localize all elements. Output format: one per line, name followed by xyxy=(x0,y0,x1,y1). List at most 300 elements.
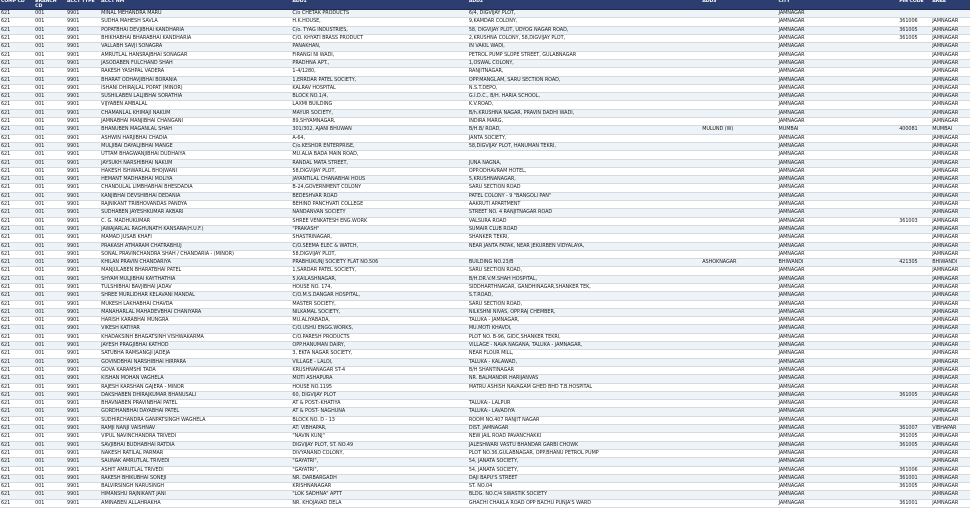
cell-acct-nm[interactable]: RAJNIKANT TRIBHOVANDAS PANDYA xyxy=(100,201,291,209)
cell-acct-type[interactable]: 9901 xyxy=(66,217,100,225)
cell-city[interactable]: JAMNAGAR xyxy=(778,217,899,225)
cell-acct-type[interactable]: 9901 xyxy=(66,126,100,134)
cell-branch-cd[interactable]: 001 xyxy=(34,275,66,283)
cell-acct-type[interactable]: 9901 xyxy=(66,51,100,59)
cell-add2[interactable]: ROOM NO.407 RANJIT NAGAR xyxy=(468,416,701,424)
cell-city[interactable]: JAMNAGAR xyxy=(778,267,899,275)
cell-branch-cd[interactable]: 001 xyxy=(34,184,66,192)
table-row[interactable] xyxy=(0,466,970,474)
cell-pin-code[interactable]: 361005 xyxy=(898,391,931,399)
cell-city[interactable]: JAMNAGAR xyxy=(778,142,899,150)
cell-acct-type[interactable]: 9901 xyxy=(66,93,100,101)
cell-add2[interactable]: PATEL COLONY - 9 "BANGOLI PAN" xyxy=(468,192,701,200)
cell-pin-code[interactable] xyxy=(898,192,931,200)
cell-pin-code[interactable] xyxy=(898,366,931,374)
cell-add3[interactable] xyxy=(701,408,777,416)
table-row[interactable] xyxy=(0,383,970,391)
cell-add1[interactable]: C/O.PARESH PRODUCTS xyxy=(291,333,467,341)
cell-add3[interactable] xyxy=(701,10,777,18)
cell-branch-cd[interactable]: 001 xyxy=(34,483,66,491)
cell-add1[interactable]: PANAKHAN, xyxy=(291,43,467,51)
cell-add2[interactable]: VILLAGE - NAVA NAGANA, TALUKA - JAMNAGAR, xyxy=(468,342,701,350)
table-row[interactable] xyxy=(0,300,970,308)
cell-comp-cd[interactable]: 621 xyxy=(0,433,34,441)
cell-pin-code[interactable]: 361005 xyxy=(898,483,931,491)
cell-pin-code[interactable] xyxy=(898,292,931,300)
cell-add2[interactable]: JALESHWARI VASTU BHANDAR GARBI CHOWK xyxy=(468,441,701,449)
cell-comp-cd[interactable]: 621 xyxy=(0,151,34,159)
cell-add2[interactable]: 6/4, DIGVIJAY PLOT, xyxy=(468,10,701,18)
cell-acct-nm[interactable]: RAMJI NANJI VAISHNAV xyxy=(100,425,291,433)
cell-city[interactable]: JAMNAGAR xyxy=(778,375,899,383)
table-row[interactable] xyxy=(0,59,970,67)
table-row[interactable] xyxy=(0,109,970,117)
cell-add1[interactable]: RANDAL MATA STREET, xyxy=(291,159,467,167)
cell-pin-code[interactable] xyxy=(898,242,931,250)
cell-area[interactable]: JAMNAGAR xyxy=(931,325,970,333)
cell-comp-cd[interactable]: 621 xyxy=(0,118,34,126)
cell-area[interactable]: JAMNAGAR xyxy=(931,118,970,126)
cell-comp-cd[interactable]: 621 xyxy=(0,201,34,209)
cell-branch-cd[interactable]: 001 xyxy=(34,84,66,92)
cell-branch-cd[interactable]: 001 xyxy=(34,176,66,184)
cell-acct-nm[interactable]: GORDHANBHAI DAYABHAI PATEL xyxy=(100,408,291,416)
cell-acct-nm[interactable]: DAKSHABEN DHIRAJKUMAR BHANUSALI xyxy=(100,391,291,399)
column-header-pin-code[interactable]: PIN CODE xyxy=(898,0,931,10)
cell-add1[interactable]: MU.ALIYABADA, xyxy=(291,317,467,325)
cell-acct-type[interactable]: 9901 xyxy=(66,176,100,184)
cell-comp-cd[interactable]: 621 xyxy=(0,26,34,34)
table-row[interactable] xyxy=(0,358,970,366)
cell-add1[interactable]: C/O. KHYATI BRASS PRODUCT xyxy=(291,35,467,43)
cell-pin-code[interactable] xyxy=(898,358,931,366)
cell-add1[interactable]: NILKAMAL SOCIETY, xyxy=(291,308,467,316)
cell-pin-code[interactable] xyxy=(898,234,931,242)
cell-add3[interactable] xyxy=(701,383,777,391)
cell-acct-nm[interactable]: AMINABEN ALLAHRAKHA xyxy=(100,499,291,507)
cell-add3[interactable] xyxy=(701,483,777,491)
cell-comp-cd[interactable]: 621 xyxy=(0,126,34,134)
cell-pin-code[interactable] xyxy=(898,209,931,217)
cell-acct-nm[interactable]: BHARAT ODHAVJIBHAI BORANIA xyxy=(100,76,291,84)
cell-area[interactable]: BHIWANDI xyxy=(931,259,970,267)
cell-area[interactable]: JAMNAGAR xyxy=(931,43,970,51)
cell-area[interactable]: JAMNAGAR xyxy=(931,358,970,366)
cell-add1[interactable]: KRUSHNANAGAR ST-4 xyxy=(291,366,467,374)
cell-comp-cd[interactable]: 621 xyxy=(0,416,34,424)
cell-comp-cd[interactable]: 621 xyxy=(0,217,34,225)
cell-comp-cd[interactable]: 621 xyxy=(0,259,34,267)
cell-acct-nm[interactable]: GOVA KARAMSHI TADA xyxy=(100,366,291,374)
cell-branch-cd[interactable]: 001 xyxy=(34,400,66,408)
cell-acct-nm[interactable]: JAYSUKH NARSHIBHAI NAKUM xyxy=(100,159,291,167)
cell-acct-nm[interactable]: BHANUBEN MAGANLAL SHAH xyxy=(100,126,291,134)
cell-acct-nm[interactable]: JAMNABHAI MANJIBHAI CHANGANI xyxy=(100,118,291,126)
cell-acct-type[interactable]: 9901 xyxy=(66,350,100,358)
cell-branch-cd[interactable]: 001 xyxy=(34,43,66,51)
table-row[interactable] xyxy=(0,325,970,333)
cell-area[interactable]: JAMNAGAR xyxy=(931,391,970,399)
cell-pin-code[interactable] xyxy=(898,159,931,167)
cell-area[interactable]: JAMNAGAR xyxy=(931,68,970,76)
cell-comp-cd[interactable]: 621 xyxy=(0,84,34,92)
cell-add1[interactable]: KALRAV HOSPITAL xyxy=(291,84,467,92)
cell-add3[interactable] xyxy=(701,325,777,333)
cell-add2[interactable]: B/H SHANTINAGAR xyxy=(468,366,701,374)
cell-add2[interactable]: B/H.DR.V.M.SHAH HOSPITAL, xyxy=(468,275,701,283)
cell-city[interactable]: JAMNAGAR xyxy=(778,225,899,233)
cell-city[interactable]: JAMNAGAR xyxy=(778,474,899,482)
cell-acct-type[interactable]: 9901 xyxy=(66,317,100,325)
cell-pin-code[interactable]: 361007 xyxy=(898,425,931,433)
cell-city[interactable]: JAMNAGAR xyxy=(778,433,899,441)
cell-acct-nm[interactable]: JAWAJARLAL RAGHUNATH KANSARA(H.U.F.) xyxy=(100,225,291,233)
cell-acct-nm[interactable]: JAYESH PRAGJIBHAI KATHOD xyxy=(100,342,291,350)
cell-add2[interactable]: BUILDING NO.23/B xyxy=(468,259,701,267)
cell-add3[interactable] xyxy=(701,425,777,433)
cell-pin-code[interactable]: 361005 xyxy=(898,441,931,449)
table-row[interactable] xyxy=(0,366,970,374)
cell-add2[interactable]: 2,KRUSHNA COLONY, 58,DIGVIJAY PLOT, xyxy=(468,35,701,43)
cell-acct-nm[interactable]: SUSHILABEN LALJIBHAI SORATHIA xyxy=(100,93,291,101)
cell-city[interactable]: JAMNAGAR xyxy=(778,184,899,192)
cell-city[interactable]: JAMNAGAR xyxy=(778,18,899,26)
cell-comp-cd[interactable]: 621 xyxy=(0,458,34,466)
table-row[interactable] xyxy=(0,483,970,491)
cell-branch-cd[interactable]: 001 xyxy=(34,76,66,84)
cell-add3[interactable] xyxy=(701,292,777,300)
cell-city[interactable]: JAMNAGAR xyxy=(778,167,899,175)
table-row[interactable] xyxy=(0,184,970,192)
cell-comp-cd[interactable]: 621 xyxy=(0,59,34,67)
cell-comp-cd[interactable]: 621 xyxy=(0,333,34,341)
cell-acct-type[interactable]: 9901 xyxy=(66,192,100,200)
cell-branch-cd[interactable]: 001 xyxy=(34,342,66,350)
cell-city[interactable]: JAMNAGAR xyxy=(778,408,899,416)
cell-pin-code[interactable] xyxy=(898,10,931,18)
cell-area[interactable]: JAMNAGAR xyxy=(931,151,970,159)
cell-acct-nm[interactable]: TULSHIBHAI BAVJIBHAI JADAV xyxy=(100,283,291,291)
cell-area[interactable]: JAMNAGAR xyxy=(931,76,970,84)
cell-pin-code[interactable] xyxy=(898,151,931,159)
cell-branch-cd[interactable]: 001 xyxy=(34,358,66,366)
cell-area[interactable]: JAMNAGAR xyxy=(931,84,970,92)
cell-add1[interactable]: BLOCK NO.1/4, xyxy=(291,93,467,101)
table-row[interactable] xyxy=(0,333,970,341)
cell-add1[interactable]: 58,DIGVIJAY PLOT, xyxy=(291,250,467,258)
cell-comp-cd[interactable]: 621 xyxy=(0,109,34,117)
cell-add2[interactable]: PETROL PUMP SLOPE STREET, GULABNAGAR xyxy=(468,51,701,59)
cell-acct-type[interactable]: 9901 xyxy=(66,234,100,242)
cell-add1[interactable]: BEDESHVAR ROAD xyxy=(291,192,467,200)
cell-acct-type[interactable]: 9901 xyxy=(66,483,100,491)
cell-area[interactable]: JAMNAGAR xyxy=(931,400,970,408)
cell-area[interactable]: JAMNAGAR xyxy=(931,134,970,142)
cell-add3[interactable] xyxy=(701,433,777,441)
cell-add3[interactable] xyxy=(701,441,777,449)
cell-acct-type[interactable]: 9901 xyxy=(66,408,100,416)
table-row[interactable] xyxy=(0,35,970,43)
cell-acct-nm[interactable]: SONAL PRAVINCHANDRA SHAH / CHANDARIA - (MINOR) xyxy=(100,250,291,258)
cell-pin-code[interactable]: 361005 xyxy=(898,26,931,34)
cell-add2[interactable]: PLOT NO.36,GULABNAGAR, OPP.BHANU PETROL PUMP xyxy=(468,449,701,457)
cell-branch-cd[interactable]: 001 xyxy=(34,383,66,391)
cell-area[interactable]: JAMNAGAR xyxy=(931,142,970,150)
cell-comp-cd[interactable]: 621 xyxy=(0,142,34,150)
cell-acct-nm[interactable]: RAJESH KARSHAN GAJERA - MINOR xyxy=(100,383,291,391)
cell-city[interactable]: JAMNAGAR xyxy=(778,342,899,350)
cell-acct-type[interactable]: 9901 xyxy=(66,84,100,92)
cell-comp-cd[interactable]: 621 xyxy=(0,68,34,76)
cell-add3[interactable] xyxy=(701,184,777,192)
column-header-add1[interactable]: ADD1 xyxy=(291,0,467,10)
cell-add1[interactable]: C/O.USHU ENGG.WORKS, xyxy=(291,325,467,333)
cell-branch-cd[interactable]: 001 xyxy=(34,449,66,457)
cell-pin-code[interactable] xyxy=(898,250,931,258)
cell-branch-cd[interactable]: 001 xyxy=(34,391,66,399)
table-row[interactable] xyxy=(0,142,970,150)
cell-pin-code[interactable]: 400081 xyxy=(898,126,931,134)
cell-acct-type[interactable]: 9901 xyxy=(66,474,100,482)
column-header-add2[interactable]: ADD2 xyxy=(468,0,701,10)
cell-pin-code[interactable] xyxy=(898,118,931,126)
cell-area[interactable]: JAMNAGAR xyxy=(931,209,970,217)
cell-add1[interactable]: HOUSE NO.1195 xyxy=(291,383,467,391)
cell-acct-nm[interactable]: UTTAM BHAGWANJIBHAI DUDHAIYA xyxy=(100,151,291,159)
cell-city[interactable]: JAMNAGAR xyxy=(778,151,899,159)
cell-add2[interactable]: 5,KRUSHNANAGAR, xyxy=(468,176,701,184)
cell-pin-code[interactable] xyxy=(898,68,931,76)
cell-comp-cd[interactable]: 621 xyxy=(0,209,34,217)
cell-add1[interactable]: NANDANVAN SOCIETY xyxy=(291,209,467,217)
cell-pin-code[interactable] xyxy=(898,142,931,150)
cell-add1[interactable]: C/o CHETAK PRODUCTS xyxy=(291,10,467,18)
cell-add3[interactable] xyxy=(701,43,777,51)
cell-acct-nm[interactable]: HARISH KARABHAI MUNGRA xyxy=(100,317,291,325)
cell-area[interactable]: JAMNAGAR xyxy=(931,375,970,383)
cell-comp-cd[interactable]: 621 xyxy=(0,43,34,51)
cell-acct-type[interactable]: 9901 xyxy=(66,159,100,167)
cell-branch-cd[interactable]: 001 xyxy=(34,134,66,142)
cell-acct-type[interactable]: 9901 xyxy=(66,68,100,76)
cell-comp-cd[interactable]: 621 xyxy=(0,383,34,391)
cell-area[interactable]: JAMNAGAR xyxy=(931,26,970,34)
cell-add3[interactable] xyxy=(701,458,777,466)
cell-add2[interactable]: IN VAKIL WADI, xyxy=(468,43,701,51)
cell-add1[interactable]: NR. KHOJAVAD DELA xyxy=(291,499,467,507)
cell-add1[interactable]: AT & POST:-KHATIYA xyxy=(291,400,467,408)
cell-add1[interactable]: KRISHNANAGAR xyxy=(291,483,467,491)
cell-add3[interactable] xyxy=(701,225,777,233)
cell-add3[interactable] xyxy=(701,267,777,275)
cell-acct-nm[interactable]: ISHANI DHIRAJLAL POPAT (MINOR) xyxy=(100,84,291,92)
cell-acct-nm[interactable]: SATUBHA RAMSANGJI JADEJA xyxy=(100,350,291,358)
cell-comp-cd[interactable]: 621 xyxy=(0,325,34,333)
cell-branch-cd[interactable]: 001 xyxy=(34,201,66,209)
cell-acct-nm[interactable]: SAVJIBHAI BUDHABHAI RATDIA xyxy=(100,441,291,449)
cell-city[interactable]: JAMNAGAR xyxy=(778,458,899,466)
cell-comp-cd[interactable]: 621 xyxy=(0,350,34,358)
table-row[interactable] xyxy=(0,449,970,457)
cell-comp-cd[interactable]: 621 xyxy=(0,308,34,316)
cell-add1[interactable]: 1-4/1280, xyxy=(291,68,467,76)
cell-pin-code[interactable] xyxy=(898,201,931,209)
cell-city[interactable]: JAMNAGAR xyxy=(778,425,899,433)
cell-comp-cd[interactable]: 621 xyxy=(0,491,34,499)
cell-branch-cd[interactable]: 001 xyxy=(34,118,66,126)
table-row[interactable] xyxy=(0,126,970,134)
cell-add2[interactable]: SHANKER TEKRI, xyxy=(468,234,701,242)
cell-acct-nm[interactable]: VALLABH SAVJI SONAGRA xyxy=(100,43,291,51)
column-header-comp-cd[interactable]: COMP CD xyxy=(0,0,34,10)
cell-branch-cd[interactable]: 001 xyxy=(34,101,66,109)
cell-branch-cd[interactable]: 001 xyxy=(34,375,66,383)
column-header-city[interactable]: CITY xyxy=(778,0,899,10)
cell-add1[interactable]: BEHIND PANCHVATI COLLEGE xyxy=(291,201,467,209)
cell-acct-type[interactable]: 9901 xyxy=(66,375,100,383)
table-row[interactable] xyxy=(0,275,970,283)
cell-acct-type[interactable]: 9901 xyxy=(66,250,100,258)
table-row[interactable] xyxy=(0,118,970,126)
table-row[interactable] xyxy=(0,43,970,51)
cell-acct-nm[interactable]: BHAVNABEN PRAVINBHAI PATEL xyxy=(100,400,291,408)
cell-pin-code[interactable] xyxy=(898,383,931,391)
cell-add2[interactable]: STREET NO. 4 RANJITNAGAR ROAD xyxy=(468,209,701,217)
cell-branch-cd[interactable]: 001 xyxy=(34,151,66,159)
cell-city[interactable]: JAMNAGAR xyxy=(778,242,899,250)
cell-comp-cd[interactable]: 621 xyxy=(0,267,34,275)
cell-add2[interactable]: BLDG. NO.C/4 SWASTIK SOCIETY xyxy=(468,491,701,499)
cell-add1[interactable]: A-64, xyxy=(291,134,467,142)
cell-add2[interactable]: JUNA NAGNA, xyxy=(468,159,701,167)
cell-city[interactable]: JAMNAGAR xyxy=(778,59,899,67)
cell-acct-type[interactable]: 9901 xyxy=(66,300,100,308)
cell-acct-type[interactable]: 9901 xyxy=(66,391,100,399)
table-row[interactable] xyxy=(0,375,970,383)
cell-city[interactable]: JAMNAGAR xyxy=(778,250,899,258)
cell-area[interactable]: JAMNAGAR xyxy=(931,408,970,416)
cell-add3[interactable] xyxy=(701,35,777,43)
cell-area[interactable]: JAMNAGAR xyxy=(931,225,970,233)
cell-add1[interactable]: 89,SHYAMNAGAR, xyxy=(291,118,467,126)
cell-branch-cd[interactable]: 001 xyxy=(34,167,66,175)
cell-add2[interactable]: NILKSHNI NIVAS, OPP.RAJ CHEMBER, xyxy=(468,308,701,316)
cell-area[interactable]: JAMNAGAR xyxy=(931,275,970,283)
cell-add2[interactable] xyxy=(468,151,701,159)
cell-acct-nm[interactable]: CHANDULAL LIMBHABHAI BHESDADIA xyxy=(100,184,291,192)
cell-comp-cd[interactable]: 621 xyxy=(0,167,34,175)
cell-acct-type[interactable]: 9901 xyxy=(66,491,100,499)
cell-area[interactable]: JAMNAGAR xyxy=(931,416,970,424)
cell-add3[interactable] xyxy=(701,76,777,84)
cell-branch-cd[interactable]: 001 xyxy=(34,408,66,416)
cell-city[interactable]: JAMNAGAR xyxy=(778,176,899,184)
cell-pin-code[interactable]: 361001 xyxy=(898,474,931,482)
cell-city[interactable]: JAMNAGAR xyxy=(778,325,899,333)
cell-acct-nm[interactable]: KHADAKSINH BHAGATSINH VISHWAKARMA xyxy=(100,333,291,341)
table-row[interactable] xyxy=(0,192,970,200)
cell-acct-nm[interactable]: KISHAN MOHAN VAGHELA xyxy=(100,375,291,383)
cell-branch-cd[interactable]: 001 xyxy=(34,159,66,167)
cell-add1[interactable]: MU.ALIA BADA MAIN ROAD, xyxy=(291,151,467,159)
cell-acct-type[interactable]: 9901 xyxy=(66,35,100,43)
table-row[interactable] xyxy=(0,151,970,159)
cell-area[interactable]: JAMNAGAR xyxy=(931,184,970,192)
cell-add1[interactable]: "GAYATRI", xyxy=(291,458,467,466)
cell-add1[interactable]: 301/302, AJANI BHUWAN xyxy=(291,126,467,134)
cell-city[interactable]: JAMNAGAR xyxy=(778,192,899,200)
cell-city[interactable]: JAMNAGAR xyxy=(778,317,899,325)
cell-acct-type[interactable]: 9901 xyxy=(66,358,100,366)
cell-area[interactable]: JAMNAGAR xyxy=(931,109,970,117)
cell-add3[interactable] xyxy=(701,201,777,209)
cell-city[interactable]: JAMNAGAR xyxy=(778,300,899,308)
cell-acct-type[interactable]: 9901 xyxy=(66,325,100,333)
cell-acct-nm[interactable]: SAUNAK AMRUTLAL TRIVEDI xyxy=(100,458,291,466)
cell-add3[interactable] xyxy=(701,234,777,242)
cell-area[interactable]: JAMNAGAR xyxy=(931,234,970,242)
cell-acct-type[interactable]: 9901 xyxy=(66,308,100,316)
cell-city[interactable]: JAMNAGAR xyxy=(778,499,899,507)
cell-acct-type[interactable]: 9901 xyxy=(66,142,100,150)
cell-add2[interactable]: TALUKA:- LAVADIYA xyxy=(468,408,701,416)
cell-city[interactable]: JAMNAGAR xyxy=(778,400,899,408)
table-row[interactable] xyxy=(0,391,970,399)
cell-branch-cd[interactable]: 001 xyxy=(34,441,66,449)
cell-acct-type[interactable]: 9901 xyxy=(66,109,100,117)
cell-comp-cd[interactable]: 621 xyxy=(0,192,34,200)
cell-comp-cd[interactable]: 621 xyxy=(0,466,34,474)
cell-acct-type[interactable]: 9901 xyxy=(66,101,100,109)
cell-city[interactable]: JAMNAGAR xyxy=(778,383,899,391)
cell-area[interactable]: JAMNAGAR xyxy=(931,499,970,507)
cell-add3[interactable] xyxy=(701,474,777,482)
table-row[interactable] xyxy=(0,10,970,18)
cell-add1[interactable]: 1,ERRDAR PATEL SOCIETY, xyxy=(291,76,467,84)
cell-city[interactable]: JAMNAGAR xyxy=(778,84,899,92)
cell-pin-code[interactable]: 361006 xyxy=(898,466,931,474)
cell-area[interactable]: JAMNAGAR xyxy=(931,350,970,358)
cell-acct-nm[interactable]: ASHIT AMRUTLAL TRIVEDI xyxy=(100,466,291,474)
cell-add2[interactable]: SIDDHARTHNAGAR, GANDHINAGAR,SHANKER TEK, xyxy=(468,283,701,291)
cell-comp-cd[interactable]: 621 xyxy=(0,275,34,283)
cell-acct-nm[interactable]: KANJIBHAI DEVSHIBHAI DEDANIA xyxy=(100,192,291,200)
cell-add3[interactable] xyxy=(701,209,777,217)
cell-branch-cd[interactable]: 001 xyxy=(34,192,66,200)
cell-branch-cd[interactable]: 001 xyxy=(34,242,66,250)
cell-area[interactable]: JAMNAGAR xyxy=(931,176,970,184)
cell-acct-type[interactable]: 9901 xyxy=(66,366,100,374)
cell-comp-cd[interactable]: 621 xyxy=(0,474,34,482)
cell-acct-nm[interactable]: MANAHARLAL MAHADEVBHAI CHANIYARA xyxy=(100,308,291,316)
cell-branch-cd[interactable]: 001 xyxy=(34,333,66,341)
cell-add1[interactable]: MOTI ASHAPURA xyxy=(291,375,467,383)
cell-acct-type[interactable]: 9901 xyxy=(66,209,100,217)
cell-add3[interactable] xyxy=(701,449,777,457)
cell-comp-cd[interactable]: 621 xyxy=(0,10,34,18)
cell-add2[interactable]: SARU SECTION ROAD, xyxy=(468,267,701,275)
table-row[interactable] xyxy=(0,159,970,167)
cell-branch-cd[interactable]: 001 xyxy=(34,126,66,134)
cell-branch-cd[interactable]: 001 xyxy=(34,325,66,333)
cell-acct-nm[interactable]: CHAMANLAL KHIMAJI NAKUM xyxy=(100,109,291,117)
cell-add3[interactable] xyxy=(701,317,777,325)
cell-add1[interactable]: OPP.HANUMAN DAIRY, xyxy=(291,342,467,350)
cell-add2[interactable]: SUMAIR CLUB ROAD xyxy=(468,225,701,233)
cell-acct-type[interactable]: 9901 xyxy=(66,151,100,159)
cell-add1[interactable]: JAYANTILAL CHANABHAI HOUS xyxy=(291,176,467,184)
cell-acct-type[interactable]: 9901 xyxy=(66,242,100,250)
